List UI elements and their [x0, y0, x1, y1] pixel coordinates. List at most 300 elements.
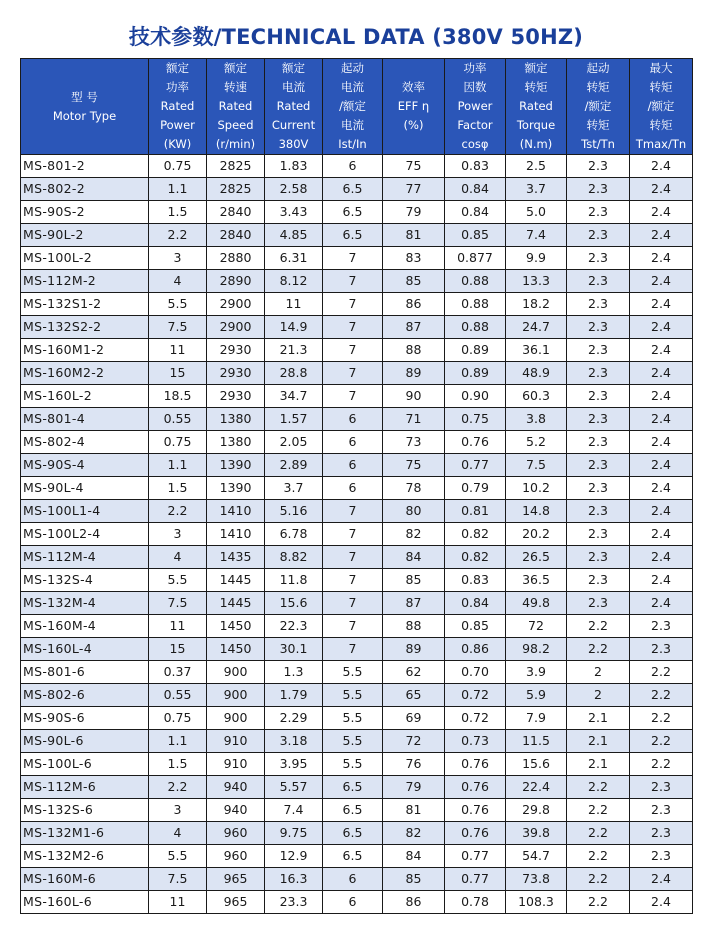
table-row [21, 155, 693, 178]
cell-motor-type: MS-112M-2 [21, 270, 149, 293]
cell-rated-speed: 2930 [207, 362, 265, 385]
table-row [21, 523, 693, 546]
cell-start-torque-ratio: 2.3 [567, 247, 630, 270]
cell-rated-speed: 2825 [207, 155, 265, 178]
cell-start-torque-ratio: 2.2 [567, 615, 630, 638]
cell-rated-speed: 1390 [207, 454, 265, 477]
header-line: 转矩 [649, 118, 673, 132]
table-row [21, 730, 693, 753]
header-start-torque-ratio [567, 59, 630, 155]
cell-max-torque-ratio: 2.4 [630, 178, 693, 201]
cell-power-factor: 0.70 [445, 661, 506, 684]
cell-rated-torque: 48.9 [506, 362, 567, 385]
cell-max-torque-ratio: 2.4 [630, 270, 693, 293]
cell-rated-torque: 2.5 [506, 155, 567, 178]
cell-power-factor: 0.85 [445, 224, 506, 247]
cell-rated-current: 12.9 [265, 845, 323, 868]
header-line: 额定 [282, 61, 305, 75]
cell-rated-power: 5.5 [149, 569, 207, 592]
cell-rated-power: 7.5 [149, 592, 207, 615]
cell-power-factor: 0.77 [445, 868, 506, 891]
cell-start-torque-ratio: 2.1 [567, 753, 630, 776]
cell-efficiency: 78 [383, 477, 445, 500]
cell-start-torque-ratio: 2.3 [567, 500, 630, 523]
cell-efficiency: 88 [383, 615, 445, 638]
cell-power-factor: 0.88 [445, 270, 506, 293]
cell-rated-speed: 900 [207, 707, 265, 730]
cell-start-current-ratio: 7 [323, 316, 383, 339]
cell-rated-power: 0.37 [149, 661, 207, 684]
cell-rated-torque: 24.7 [506, 316, 567, 339]
cell-start-torque-ratio: 2.2 [567, 638, 630, 661]
cell-start-torque-ratio: 2.3 [567, 546, 630, 569]
header-line: Power [457, 99, 493, 113]
cell-motor-type: MS-132S1-2 [21, 293, 149, 316]
cell-start-torque-ratio: 2.3 [567, 339, 630, 362]
cell-start-current-ratio: 7 [323, 362, 383, 385]
cell-rated-torque: 54.7 [506, 845, 567, 868]
cell-start-current-ratio: 6 [323, 891, 383, 914]
cell-rated-power: 15 [149, 638, 207, 661]
cell-rated-speed: 2890 [207, 270, 265, 293]
table-row [21, 891, 693, 914]
cell-max-torque-ratio: 2.2 [630, 661, 693, 684]
cell-rated-power: 1.1 [149, 454, 207, 477]
cell-rated-torque: 39.8 [506, 822, 567, 845]
cell-power-factor: 0.89 [445, 362, 506, 385]
cell-rated-speed: 960 [207, 822, 265, 845]
cell-rated-current: 3.18 [265, 730, 323, 753]
table-row [21, 753, 693, 776]
cell-efficiency: 65 [383, 684, 445, 707]
cell-power-factor: 0.73 [445, 730, 506, 753]
cell-rated-speed: 1450 [207, 638, 265, 661]
cell-motor-type: MS-90S-4 [21, 454, 149, 477]
cell-motor-type: MS-802-6 [21, 684, 149, 707]
cell-rated-speed: 2900 [207, 316, 265, 339]
cell-max-torque-ratio: 2.4 [630, 454, 693, 477]
cell-start-current-ratio: 7 [323, 500, 383, 523]
cell-start-torque-ratio: 2.3 [567, 316, 630, 339]
header-line: (KW) [163, 137, 192, 151]
cell-rated-power: 0.75 [149, 707, 207, 730]
cell-rated-current: 23.3 [265, 891, 323, 914]
cell-start-current-ratio: 5.5 [323, 730, 383, 753]
cell-efficiency: 82 [383, 523, 445, 546]
cell-rated-speed: 2930 [207, 385, 265, 408]
table-row [21, 408, 693, 431]
cell-start-current-ratio: 7 [323, 615, 383, 638]
cell-rated-torque: 7.9 [506, 707, 567, 730]
cell-rated-speed: 900 [207, 684, 265, 707]
cell-rated-current: 8.12 [265, 270, 323, 293]
cell-motor-type: MS-132M2-6 [21, 845, 149, 868]
cell-power-factor: 0.83 [445, 569, 506, 592]
cell-power-factor: 0.84 [445, 178, 506, 201]
header-line: 转矩 [586, 80, 610, 94]
cell-max-torque-ratio: 2.4 [630, 155, 693, 178]
cell-power-factor: 0.877 [445, 247, 506, 270]
header-line: (N.m) [519, 137, 553, 151]
cell-power-factor: 0.90 [445, 385, 506, 408]
cell-motor-type: MS-802-4 [21, 431, 149, 454]
cell-rated-current: 3.43 [265, 201, 323, 224]
cell-start-current-ratio: 6 [323, 155, 383, 178]
cell-start-current-ratio: 5.5 [323, 753, 383, 776]
header-line: Rated [276, 99, 311, 113]
cell-rated-power: 0.55 [149, 408, 207, 431]
cell-efficiency: 69 [383, 707, 445, 730]
header-motor-type [21, 59, 149, 155]
cell-max-torque-ratio: 2.3 [630, 638, 693, 661]
cell-efficiency: 90 [383, 385, 445, 408]
cell-start-torque-ratio: 2.2 [567, 891, 630, 914]
cell-rated-torque: 14.8 [506, 500, 567, 523]
cell-rated-speed: 1380 [207, 408, 265, 431]
cell-power-factor: 0.81 [445, 500, 506, 523]
cell-start-current-ratio: 7 [323, 638, 383, 661]
header-line: Motor Type [52, 108, 117, 123]
cell-motor-type: MS-90L-4 [21, 477, 149, 500]
cell-rated-power: 2.2 [149, 776, 207, 799]
table-row [21, 776, 693, 799]
cell-rated-power: 1.1 [149, 178, 207, 201]
cell-rated-torque: 36.5 [506, 569, 567, 592]
header-line: Speed [217, 118, 254, 132]
cell-start-current-ratio: 6 [323, 868, 383, 891]
cell-rated-torque: 18.2 [506, 293, 567, 316]
header-row [21, 59, 693, 155]
cell-start-current-ratio: 6.5 [323, 822, 383, 845]
cell-rated-speed: 2880 [207, 247, 265, 270]
cell-rated-power: 11 [149, 339, 207, 362]
cell-rated-power: 5.5 [149, 845, 207, 868]
cell-start-current-ratio: 6.5 [323, 845, 383, 868]
header-line: 额定 [524, 61, 548, 75]
cell-rated-speed: 2840 [207, 201, 265, 224]
cell-power-factor: 0.75 [445, 408, 506, 431]
cell-rated-power: 2.2 [149, 500, 207, 523]
cell-rated-speed: 1410 [207, 500, 265, 523]
cell-power-factor: 0.76 [445, 822, 506, 845]
cell-efficiency: 89 [383, 638, 445, 661]
cell-start-current-ratio: 7 [323, 385, 383, 408]
header-line: 起动 [341, 61, 364, 75]
cell-rated-current: 1.3 [265, 661, 323, 684]
cell-start-torque-ratio: 2.3 [567, 178, 630, 201]
cell-rated-current: 16.3 [265, 868, 323, 891]
cell-max-torque-ratio: 2.4 [630, 592, 693, 615]
cell-start-torque-ratio: 2.3 [567, 454, 630, 477]
cell-max-torque-ratio: 2.4 [630, 385, 693, 408]
cell-motor-type: MS-160L-6 [21, 891, 149, 914]
cell-start-current-ratio: 7 [323, 569, 383, 592]
header-line: 转矩 [586, 118, 610, 132]
cell-rated-torque: 29.8 [506, 799, 567, 822]
cell-max-torque-ratio: 2.3 [630, 799, 693, 822]
cell-start-torque-ratio: 2.3 [567, 523, 630, 546]
table-row [21, 868, 693, 891]
cell-efficiency: 77 [383, 178, 445, 201]
cell-rated-power: 0.75 [149, 155, 207, 178]
header-line: Rated [519, 99, 553, 113]
cell-start-torque-ratio: 2.3 [567, 270, 630, 293]
cell-rated-current: 8.82 [265, 546, 323, 569]
cell-rated-torque: 36.1 [506, 339, 567, 362]
cell-rated-current: 3.95 [265, 753, 323, 776]
cell-rated-torque: 13.3 [506, 270, 567, 293]
cell-start-current-ratio: 6.5 [323, 178, 383, 201]
cell-rated-current: 7.4 [265, 799, 323, 822]
cell-rated-torque: 7.4 [506, 224, 567, 247]
header-max-torque-ratio [630, 59, 693, 155]
cell-rated-power: 1.5 [149, 477, 207, 500]
cell-motor-type: MS-100L1-4 [21, 500, 149, 523]
cell-rated-power: 4 [149, 270, 207, 293]
cell-motor-type: MS-801-6 [21, 661, 149, 684]
cell-rated-torque: 5.0 [506, 201, 567, 224]
table-row [21, 546, 693, 569]
cell-efficiency: 87 [383, 316, 445, 339]
cell-max-torque-ratio: 2.2 [630, 730, 693, 753]
header-line: Ist/In [338, 137, 367, 151]
cell-efficiency: 72 [383, 730, 445, 753]
cell-power-factor: 0.72 [445, 707, 506, 730]
cell-efficiency: 85 [383, 868, 445, 891]
cell-start-current-ratio: 7 [323, 546, 383, 569]
cell-start-current-ratio: 6.5 [323, 201, 383, 224]
table-row [21, 270, 693, 293]
cell-power-factor: 0.85 [445, 615, 506, 638]
cell-motor-type: MS-112M-4 [21, 546, 149, 569]
header-power-factor [445, 59, 506, 155]
header-line: 效率 [402, 80, 425, 94]
cell-efficiency: 73 [383, 431, 445, 454]
cell-rated-power: 11 [149, 615, 207, 638]
table-row [21, 385, 693, 408]
cell-max-torque-ratio: 2.4 [630, 569, 693, 592]
table-row [21, 477, 693, 500]
header-line: 电流 [341, 118, 364, 132]
cell-rated-current: 2.29 [265, 707, 323, 730]
cell-start-torque-ratio: 2.3 [567, 362, 630, 385]
table-row [21, 201, 693, 224]
cell-rated-power: 7.5 [149, 868, 207, 891]
cell-efficiency: 62 [383, 661, 445, 684]
cell-rated-power: 3 [149, 247, 207, 270]
cell-max-torque-ratio: 2.4 [630, 201, 693, 224]
cell-motor-type: MS-801-2 [21, 155, 149, 178]
header-line: 380V [278, 137, 309, 151]
cell-motor-type: MS-112M-6 [21, 776, 149, 799]
cell-efficiency: 88 [383, 339, 445, 362]
cell-efficiency: 87 [383, 592, 445, 615]
cell-rated-torque: 73.8 [506, 868, 567, 891]
cell-start-torque-ratio: 2.3 [567, 592, 630, 615]
header-line: Power [160, 118, 195, 132]
cell-start-current-ratio: 6 [323, 431, 383, 454]
cell-start-current-ratio: 5.5 [323, 707, 383, 730]
cell-power-factor: 0.84 [445, 201, 506, 224]
cell-rated-speed: 1390 [207, 477, 265, 500]
cell-power-factor: 0.77 [445, 845, 506, 868]
header-line: Current [271, 118, 316, 132]
cell-max-torque-ratio: 2.4 [630, 523, 693, 546]
cell-rated-torque: 26.5 [506, 546, 567, 569]
cell-rated-power: 2.2 [149, 224, 207, 247]
table-row [21, 500, 693, 523]
header-line: 因数 [463, 80, 487, 94]
cell-motor-type: MS-160L-2 [21, 385, 149, 408]
cell-efficiency: 84 [383, 845, 445, 868]
cell-rated-current: 1.57 [265, 408, 323, 431]
table-row [21, 661, 693, 684]
cell-max-torque-ratio: 2.4 [630, 362, 693, 385]
cell-power-factor: 0.88 [445, 316, 506, 339]
cell-efficiency: 82 [383, 822, 445, 845]
cell-motor-type: MS-90L-2 [21, 224, 149, 247]
cell-rated-current: 2.05 [265, 431, 323, 454]
cell-rated-current: 34.7 [265, 385, 323, 408]
header-line: 电流 [282, 80, 305, 94]
cell-rated-torque: 60.3 [506, 385, 567, 408]
cell-efficiency: 79 [383, 776, 445, 799]
header-line: (%) [403, 118, 424, 132]
cell-start-current-ratio: 6 [323, 477, 383, 500]
cell-motor-type: MS-132S-4 [21, 569, 149, 592]
header-line: 功率 [166, 80, 189, 94]
cell-motor-type: MS-802-2 [21, 178, 149, 201]
cell-rated-power: 11 [149, 891, 207, 914]
cell-rated-power: 0.55 [149, 684, 207, 707]
cell-efficiency: 89 [383, 362, 445, 385]
cell-rated-speed: 965 [207, 868, 265, 891]
cell-motor-type: MS-90L-6 [21, 730, 149, 753]
table-row [21, 845, 693, 868]
header-line: Rated [160, 99, 195, 113]
header-line: 电流 [341, 80, 364, 94]
cell-rated-power: 1.1 [149, 730, 207, 753]
cell-rated-torque: 3.7 [506, 178, 567, 201]
header-line: /额定 [339, 99, 366, 113]
cell-rated-torque: 5.2 [506, 431, 567, 454]
cell-max-torque-ratio: 2.4 [630, 224, 693, 247]
cell-rated-current: 14.9 [265, 316, 323, 339]
table-row [21, 822, 693, 845]
cell-rated-speed: 940 [207, 776, 265, 799]
table-row [21, 316, 693, 339]
cell-rated-power: 18.5 [149, 385, 207, 408]
cell-rated-torque: 22.4 [506, 776, 567, 799]
cell-rated-current: 3.7 [265, 477, 323, 500]
cell-rated-power: 3 [149, 799, 207, 822]
cell-start-torque-ratio: 2 [567, 661, 630, 684]
cell-rated-current: 5.16 [265, 500, 323, 523]
cell-start-torque-ratio: 2.3 [567, 431, 630, 454]
cell-max-torque-ratio: 2.4 [630, 477, 693, 500]
cell-start-torque-ratio: 2.3 [567, 293, 630, 316]
cell-start-torque-ratio: 2.2 [567, 868, 630, 891]
table-row [21, 224, 693, 247]
table-row [21, 362, 693, 385]
cell-start-torque-ratio: 2.3 [567, 155, 630, 178]
cell-power-factor: 0.76 [445, 776, 506, 799]
cell-power-factor: 0.84 [445, 592, 506, 615]
cell-rated-speed: 1380 [207, 431, 265, 454]
cell-max-torque-ratio: 2.2 [630, 707, 693, 730]
cell-rated-power: 4 [149, 546, 207, 569]
cell-motor-type: MS-160M-6 [21, 868, 149, 891]
cell-rated-current: 6.31 [265, 247, 323, 270]
cell-efficiency: 85 [383, 270, 445, 293]
cell-max-torque-ratio: 2.4 [630, 339, 693, 362]
cell-rated-speed: 2825 [207, 178, 265, 201]
header-line: Tst/Tn [581, 137, 615, 151]
table-header [21, 59, 693, 155]
cell-rated-torque: 49.8 [506, 592, 567, 615]
table-row [21, 454, 693, 477]
cell-max-torque-ratio: 2.4 [630, 431, 693, 454]
cell-rated-speed: 1445 [207, 569, 265, 592]
cell-motor-type: MS-160L-4 [21, 638, 149, 661]
cell-rated-speed: 1445 [207, 592, 265, 615]
header-line: Rated [218, 99, 253, 113]
cell-rated-current: 2.89 [265, 454, 323, 477]
cell-efficiency: 80 [383, 500, 445, 523]
cell-rated-current: 1.83 [265, 155, 323, 178]
cell-efficiency: 76 [383, 753, 445, 776]
cell-motor-type: MS-132S-6 [21, 799, 149, 822]
cell-start-current-ratio: 6.5 [323, 776, 383, 799]
cell-rated-speed: 2900 [207, 293, 265, 316]
table-row [21, 638, 693, 661]
cell-rated-power: 5.5 [149, 293, 207, 316]
cell-rated-torque: 3.9 [506, 661, 567, 684]
cell-max-torque-ratio: 2.4 [630, 891, 693, 914]
cell-motor-type: MS-132S2-2 [21, 316, 149, 339]
cell-rated-current: 15.6 [265, 592, 323, 615]
cell-rated-current: 4.85 [265, 224, 323, 247]
cell-rated-current: 30.1 [265, 638, 323, 661]
cell-start-torque-ratio: 2.2 [567, 799, 630, 822]
cell-max-torque-ratio: 2.3 [630, 776, 693, 799]
header-line: 转矩 [524, 80, 548, 94]
header-line: (r/min) [215, 137, 256, 151]
cell-start-torque-ratio: 2 [567, 684, 630, 707]
header-rated-torque [506, 59, 567, 155]
table-row [21, 615, 693, 638]
cell-rated-power: 15 [149, 362, 207, 385]
header-line: /额定 [584, 99, 612, 113]
cell-start-torque-ratio: 2.3 [567, 385, 630, 408]
cell-rated-power: 3 [149, 523, 207, 546]
cell-rated-torque: 9.9 [506, 247, 567, 270]
header-rated-current [265, 59, 323, 155]
cell-max-torque-ratio: 2.4 [630, 868, 693, 891]
cell-rated-speed: 2930 [207, 339, 265, 362]
header-line: 最大 [649, 61, 673, 75]
cell-start-torque-ratio: 2.1 [567, 730, 630, 753]
cell-rated-power: 4 [149, 822, 207, 845]
cell-efficiency: 75 [383, 454, 445, 477]
header-line: Tmax/Tn [635, 137, 687, 151]
cell-max-torque-ratio: 2.4 [630, 546, 693, 569]
header-rated-speed [207, 59, 265, 155]
cell-motor-type: MS-100L-6 [21, 753, 149, 776]
cell-power-factor: 0.89 [445, 339, 506, 362]
cell-rated-power: 1.5 [149, 201, 207, 224]
cell-max-torque-ratio: 2.4 [630, 247, 693, 270]
